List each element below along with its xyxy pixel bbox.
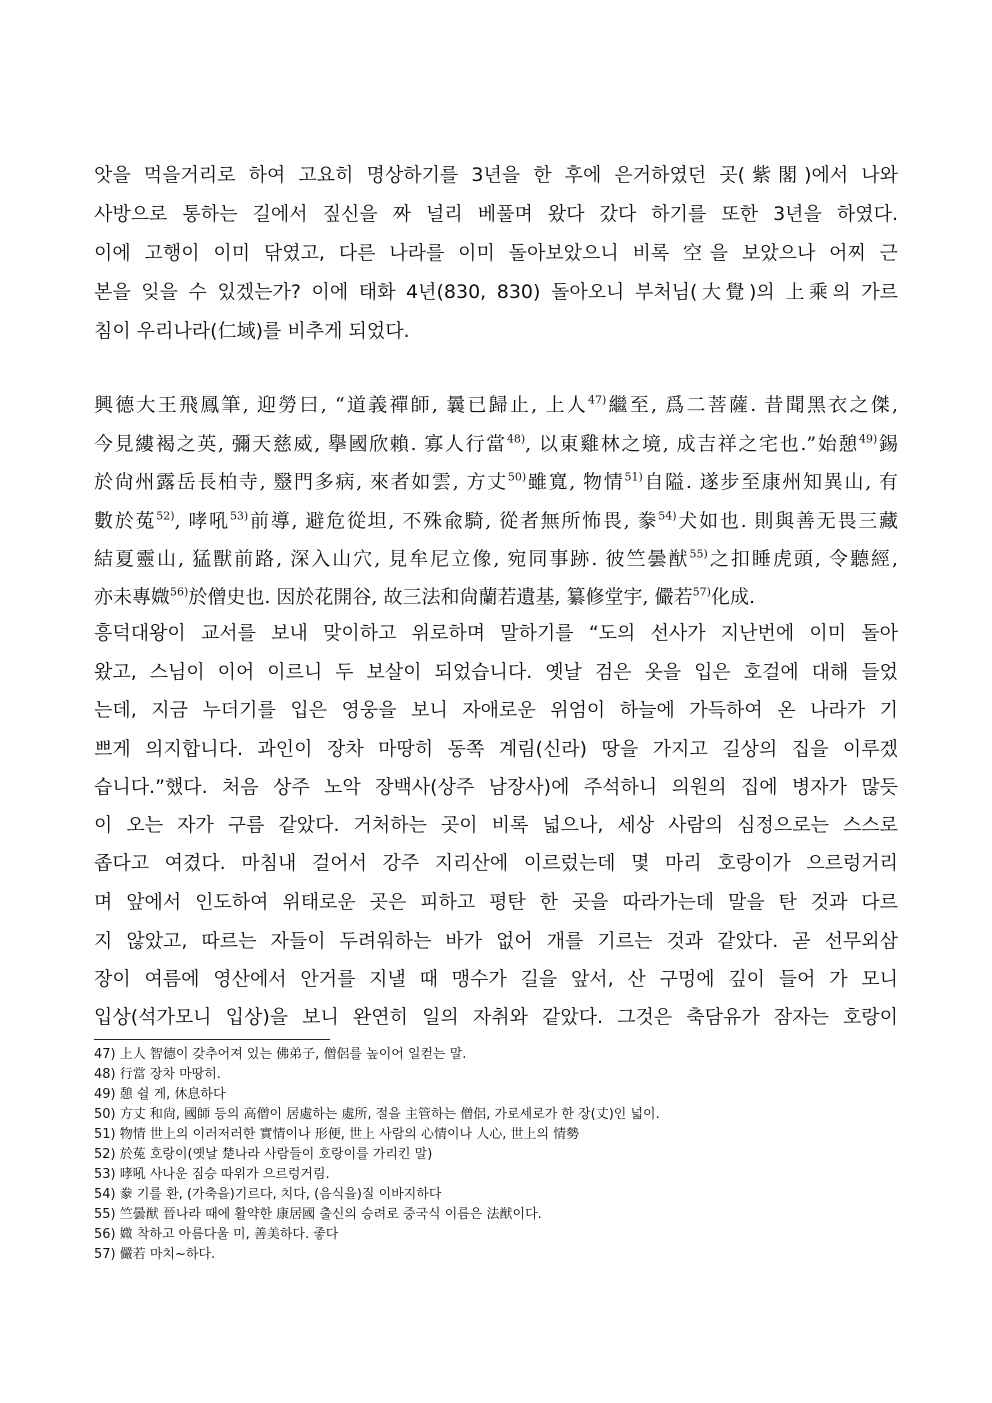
footnote-ref[interactable]: 57) bbox=[692, 585, 711, 599]
hanmun-line: 亦未專媺$^{56)}$於僧史也. 因於花開谷, 故三法和尙蘭若遺基, 纂修堂宇, 儼若$^{57)}$化成. bbox=[94, 585, 755, 608]
body-line: 는데, 지금 누더기를 입은 영웅을 보니 자애로운 위엄이 하늘에 가득하여 온 나라가 기 bbox=[94, 699, 898, 721]
hanmun-line: 今見縷褐之英, 彌天慈威, 擧國欣賴. 寡人行當$^{48)}$, 以東雞林之境, 成吉祥之宅也.”始憩$^{49)}$錫 bbox=[94, 432, 898, 455]
footnote: 56) 媺 착하고 아름다울 미, 善美하다. 좋다 bbox=[94, 1227, 339, 1242]
body-line: 사방으로 통하는 길에서 짚신을 짜 널리 베풀며 왔다 갔다 하기를 또한 3년을 하였다. bbox=[94, 203, 898, 225]
body-line: 본을 잊을 수 있겠는가? 이에 태화 4년(830, 830) 돌아오니 부처님(大覺)의 上乘의 가르 bbox=[94, 281, 898, 303]
footnote-ref[interactable]: 54) bbox=[658, 509, 677, 523]
footnote-ref[interactable]: 50) bbox=[507, 470, 527, 484]
footnote-ref[interactable]: 56) bbox=[170, 585, 189, 599]
body-line: 왔고, 스님이 이어 이르니 두 보살이 되었습니다. 옛날 검은 옷을 입은 호걸에 대해 들었 bbox=[94, 661, 898, 683]
footnote-ref[interactable]: 48) bbox=[506, 432, 526, 446]
body-line: 며 앞에서 인도하여 위태로운 곳은 피하고 평탄 한 곳을 따라가는데 말을 탄 것과 다르 bbox=[94, 891, 898, 913]
footnote-ref[interactable]: 51) bbox=[624, 470, 643, 484]
footnote: 57) 儼若 마치~하다. bbox=[94, 1247, 216, 1262]
body-line: 지 않았고, 따르는 자들이 두려워하는 바가 없어 개를 기르는 것과 같았다. 곧 선무외삼 bbox=[94, 930, 898, 952]
body-line: 침이 우리나라(仁域)를 비추게 되었다. bbox=[94, 320, 410, 342]
footnote-ref[interactable]: 47) bbox=[587, 393, 607, 407]
footnote-ref[interactable]: 52) bbox=[156, 509, 175, 523]
footnote: 49) 憩 쉴 게, 休息하다 bbox=[94, 1087, 226, 1102]
footnote-ref[interactable]: 49) bbox=[859, 432, 878, 446]
body-line: 습니다.”했다. 처음 상주 노악 장백사(상주 남장사)에 주석하니 의원의 집에 병자가 많듯 bbox=[94, 776, 898, 798]
hanmun-line: 數於菟$^{52)}$, 哮吼$^{53)}$前導, 避危從坦, 不殊兪騎, 從者無所怖畏, 豢$^{54)}$犬如也. 則與善无畏三藏 bbox=[94, 509, 898, 532]
body-line: 장이 여름에 영산에서 안거를 지낼 때 맹수가 길을 앞서, 산 구멍에 깊이 들어 가 모니 bbox=[94, 968, 898, 990]
footnote: 53) 哮吼 사나운 짐승 따위가 으르렁거림. bbox=[94, 1167, 330, 1182]
hanmun-line: 於尙州露岳長柏寺, 毉門多病, 來者如雲, 方丈$^{50)}$雖寬, 物情$^{51)}$自隘. 遂步至康州知異山, 有 bbox=[94, 470, 898, 493]
footnote: 51) 物情 世上의 이러저러한 實情이나 形便, 世上 사람의 心情이나 人心, 世上의 情勢 bbox=[94, 1127, 580, 1142]
footnote: 48) 行當 장차 마땅히. bbox=[94, 1067, 221, 1082]
footnote: 55) 竺曇猷 晉나라 때에 활약한 康居國 출신의 승려로 중국식 이름은 法猷이다. bbox=[94, 1207, 542, 1222]
hanmun-line: 興德大王飛鳳筆, 迎勞曰, “道義禪師, 曩已歸止, 上人$^{47)}$繼至, 爲二菩薩. 昔聞黑衣之傑, bbox=[94, 393, 898, 416]
body-line: 앗을 먹을거리로 하여 고요히 명상하기를 3년을 한 후에 은거하였던 곳(紫閣)에서 나와 bbox=[94, 164, 898, 186]
footnote: 54) 豢 기를 환, (가축을)기르다, 치다, (음식을)질 이바지하다 bbox=[94, 1187, 442, 1202]
footnote-ref[interactable]: 53) bbox=[229, 509, 249, 523]
footnote: 50) 方丈 和尙, 國師 등의 高僧이 居處하는 處所, 절을 主管하는 僧侶, 가로세로가 한 장(丈)인 넓이. bbox=[94, 1107, 660, 1122]
footnote: 52) 於菟 호랑이(옛날 楚나라 사람들이 호랑이를 가리킨 말) bbox=[94, 1147, 433, 1162]
body-line: 이 오는 자가 구름 같았다. 거처하는 곳이 비록 넓으나, 세상 사람의 심정으로는 스스로 bbox=[94, 814, 898, 836]
body-line: 흥덕대왕이 교서를 보내 맞이하고 위로하며 말하기를 “도의 선사가 지난번에 이미 돌아 bbox=[94, 622, 898, 644]
footnote-ref[interactable]: 55) bbox=[689, 547, 708, 561]
body-line: 좁다고 여겼다. 마침내 걸어서 강주 지리산에 이르렀는데 몇 마리 호랑이가 으르렁거리 bbox=[94, 852, 898, 874]
footnote-separator bbox=[94, 1039, 330, 1040]
body-line: 이에 고행이 이미 닦였고, 다른 나라를 이미 돌아보았으니 비록 空을 보았으나 어찌 근 bbox=[94, 242, 898, 264]
hanmun-line: 結夏靈山, 猛獸前路, 深入山穴, 見牟尼立像, 宛同事跡. 彼竺曇猷$^{55)}$之扣睡虎頭, 令聽經, bbox=[94, 547, 898, 570]
body-line: 입상(석가모니 입상)을 보니 완연히 일의 자취와 같았다. 그것은 축담유가 잠자는 호랑이 bbox=[94, 1006, 898, 1028]
body-line: 쁘게 의지합니다. 과인이 장차 마땅히 동쪽 계림(신라) 땅을 가지고 길상의 집을 이루겠 bbox=[94, 738, 898, 760]
footnote: 47) 上人 智德이 갖추어져 있는 佛弟子, 僧侶를 높이어 일컫는 말. bbox=[94, 1047, 467, 1062]
